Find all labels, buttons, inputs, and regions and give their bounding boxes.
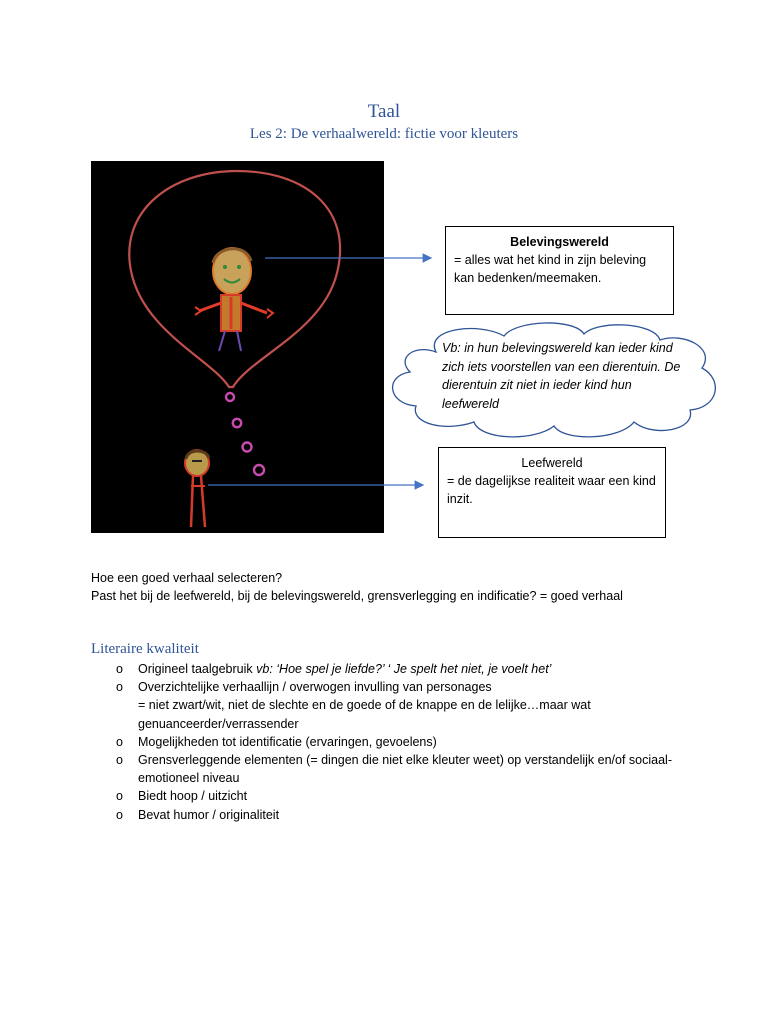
list-item-continuation: = niet zwart/wit, niet de slechte en de goede of de knappe en de lelijke…maar wat genuanceerder/verrassender — [138, 698, 591, 731]
list-item — [116, 787, 676, 805]
literaire-kwaliteit-list — [116, 660, 676, 824]
list-item-text: Grensverleggende elementen (= dingen die niet elke kleuter weet) op verstandelijk en/of sociaal-emotioneel niveau — [138, 753, 672, 786]
selection-question: Hoe een goed verhaal selecteren? — [91, 571, 283, 585]
list-item-text: Bevat humor / originaliteit — [138, 807, 280, 822]
list-item — [116, 751, 676, 787]
bullet-icon: o — [116, 734, 123, 749]
belevingswereld-definition-box — [445, 226, 674, 315]
list-item — [116, 678, 676, 733]
list-item-text: Biedt hoop / uitzicht — [138, 789, 248, 804]
belevingswereld-text: = alles wat het kind in zijn beleving kan bedenken/meemaken. — [454, 253, 647, 285]
bullet-icon: o — [116, 753, 123, 768]
bullet-icon: o — [116, 662, 123, 676]
document-subtitle: Les 2: De verhaalwereld: fictie voor kleuters — [249, 126, 519, 142]
belevingswereld-heading: Belevingswereld — [510, 235, 609, 249]
list-item — [116, 733, 676, 751]
document-title: Taal — [367, 101, 401, 122]
leefwereld-definition-box — [438, 447, 666, 538]
literaire-kwaliteit-heading: Literaire kwaliteit — [91, 641, 199, 657]
cloud-example-text: Vb: in hun belevingswereld kan ieder kind zich iets voorstellen van een dierentuin. De dierentuin zit niet in ieder kind hun leefwereld — [442, 341, 681, 411]
list-item-example: vb: ‘Hoe spel je liefde?’ ‘ Je spelt het niet, je voelt het’ — [256, 662, 552, 676]
bullet-icon: o — [116, 680, 123, 695]
list-item — [116, 806, 676, 824]
bullet-icon: o — [116, 789, 123, 804]
leefwereld-heading: Leefwereld — [521, 456, 583, 470]
bullet-icon: o — [116, 807, 123, 822]
leefwereld-text: = de dagelijkse realiteit waar een kind inzit. — [447, 474, 656, 506]
list-item — [116, 660, 676, 678]
list-item-text: Overzichtelijke verhaallijn / overwogen invulling van personages — [138, 680, 492, 695]
selection-criteria-line: Past het bij de leefwereld, bij de belevingswereld, grensverlegging en indificatie? = goed verhaal — [91, 589, 623, 603]
list-item-text: Mogelijkheden tot identificatie (ervaringen, gevoelens) — [138, 734, 437, 749]
list-item-text: Origineel taalgebruik — [138, 662, 257, 676]
